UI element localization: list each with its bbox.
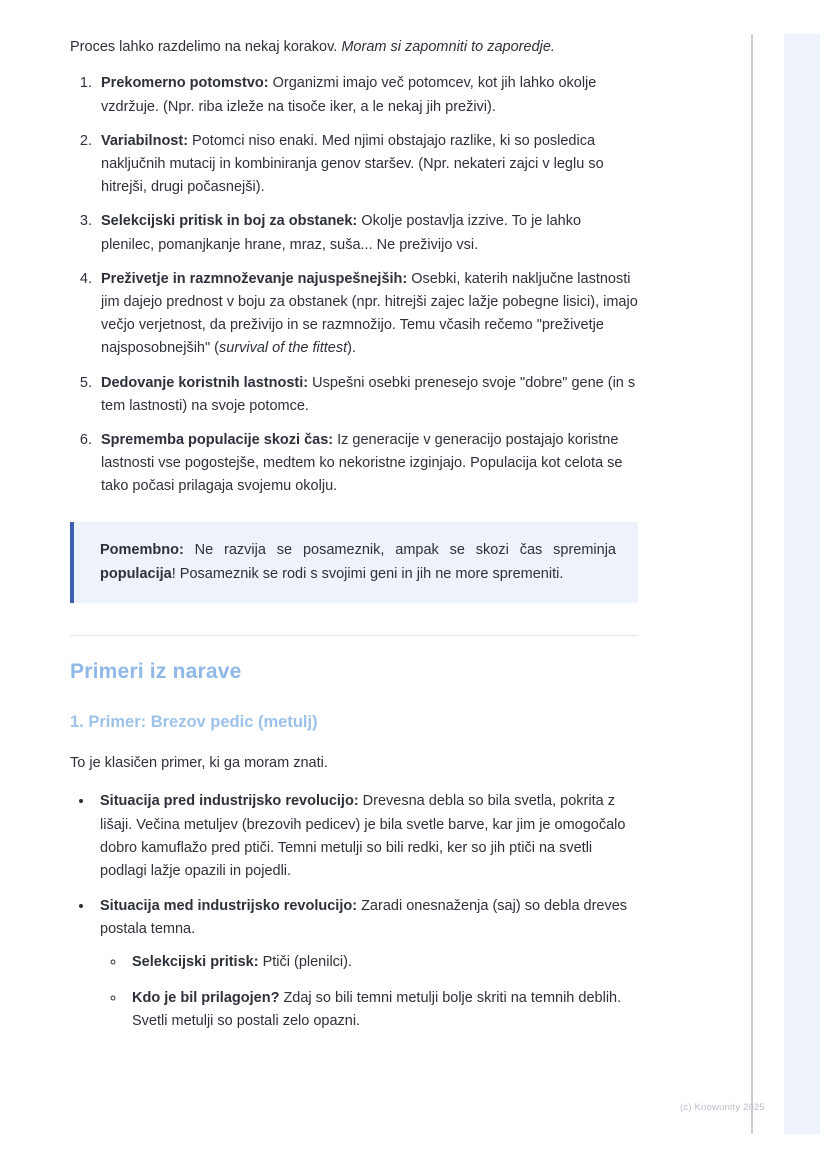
important-callout: [70, 522, 638, 602]
scrollbar-thumb[interactable]: [784, 34, 820, 1134]
step-text-after: ).: [347, 340, 356, 357]
step-text: Okolje postavlja izzive. To je lahko plenilec, pomanjkanje hrane, mraz, suša... Ne preživijo vsi.: [101, 213, 582, 253]
bullet-label: Situacija med industrijsko revolucijo:: [100, 898, 358, 915]
list-item: [96, 130, 638, 200]
list-item: [126, 951, 638, 974]
list-item: [94, 790, 638, 883]
sub-bullet-label: Selekcijski pritisk:: [132, 954, 259, 971]
callout-bold-2: populacija: [100, 565, 172, 582]
bullet-text: Zaradi onesnaženja (saj) so debla dreves postala temna.: [100, 898, 628, 938]
step-text: Organizmi imajo več potomcev, kot jih lahko okolje vzdržuje. (Npr. riba izleže na tisoče iker, a le nekaj jih preživi).: [101, 75, 597, 115]
section-divider: [70, 635, 638, 636]
step-text: Osebki, katerih naključne lastnosti jim dajejo prednost v boju za obstanek (npr. hitrejši zajec lažje pobegne lisici), imajo večjo verjetnost, da preživijo in se razmnožijo. Temu včasih rečemo "preživetje najsposobnejših" (: [101, 270, 638, 357]
body-paragraph: To je klasičen primer, ki ga moram znati.: [70, 754, 328, 771]
list-item: [96, 429, 638, 499]
intro-text: Proces lahko razdelimo na nekaj korakov.: [70, 39, 342, 55]
steps-list: [70, 72, 638, 498]
intro-emphasis: Moram si zapomniti to zaporedje.: [341, 39, 555, 55]
list-item: [96, 72, 638, 118]
footer-credit: (c) Knowunity 2025: [680, 1102, 765, 1113]
step-text: Uspešni osebki prenesejo svoje "dobre" gene (in s tem lastnosti) na svoje potomce.: [101, 374, 636, 414]
step-label: Dedovanje koristnih lastnosti:: [101, 374, 309, 391]
list-item: [94, 895, 638, 1033]
sub-list: [100, 951, 638, 1033]
sub-bullet-text: Zdaj so bili temni metulji bolje skriti na temnih deblih. Svetli metulji so postali zelo opazni.: [132, 989, 622, 1029]
list-item: [96, 210, 638, 256]
section-heading: Primeri iz narave: [70, 659, 242, 683]
step-emphasis: survival of the fittest: [219, 340, 348, 357]
callout-text-2: ! Posameznik se rodi s svojimi geni in jih ne more spremeniti.: [171, 565, 564, 582]
document-content: [70, 36, 638, 1045]
subsection-heading: 1. Primer: Brezov pedic (metulj): [70, 712, 318, 731]
intro-paragraph: [70, 36, 638, 58]
list-item: [96, 372, 638, 418]
callout-text-1: Ne razvija se posameznik, ampak se skozi čas spreminja: [183, 542, 616, 559]
step-text: Iz generacije v generacijo postajajo koristne lastnosti vse pogostejše, medtem ko nekoristne izginjajo. Populacija kot celota se tako počasi prilagaja svojemu okolju.: [101, 431, 623, 495]
scrollbar-track-line[interactable]: [751, 34, 753, 1134]
list-item: [96, 268, 638, 361]
step-label: Preživetje in razmnoževanje najuspešnejših:: [101, 270, 408, 287]
sub-bullet-text: Ptiči (plenilci).: [258, 954, 353, 971]
step-text: Potomci niso enaki. Med njimi obstajajo razlike, ki so posledica naključnih mutacij in kombiniranja genov staršev. (Npr. nekateri zajci v leglu so hitrejši, drugi počasnejši).: [101, 132, 604, 196]
bullet-label: Situacija pred industrijsko revolucijo:: [100, 793, 359, 810]
sub-bullet-label: Kdo je bil prilagojen?: [132, 989, 280, 1006]
callout-label: Pomembno:: [100, 542, 184, 559]
step-label: Selekcijski pritisk in boj za obstanek:: [101, 213, 358, 230]
step-label: Variabilnost:: [101, 132, 189, 149]
list-item: [126, 987, 638, 1033]
step-label: Sprememba populacije skozi čas:: [101, 431, 334, 448]
step-label: Prekomerno potomstvo:: [101, 75, 269, 92]
bullet-text: Drevesna debla so bila svetla, pokrita z lišaji. Večina metuljev (brezovih pedicev) je bila svetle barve, kar jim je omogočalo dobro kamuflažo pred ptiči. Temni metulji so bili redki, ker so jih ptiči na svetli podlagi lažje opazili in pojedli.: [100, 793, 626, 879]
examples-list: [70, 790, 638, 1033]
